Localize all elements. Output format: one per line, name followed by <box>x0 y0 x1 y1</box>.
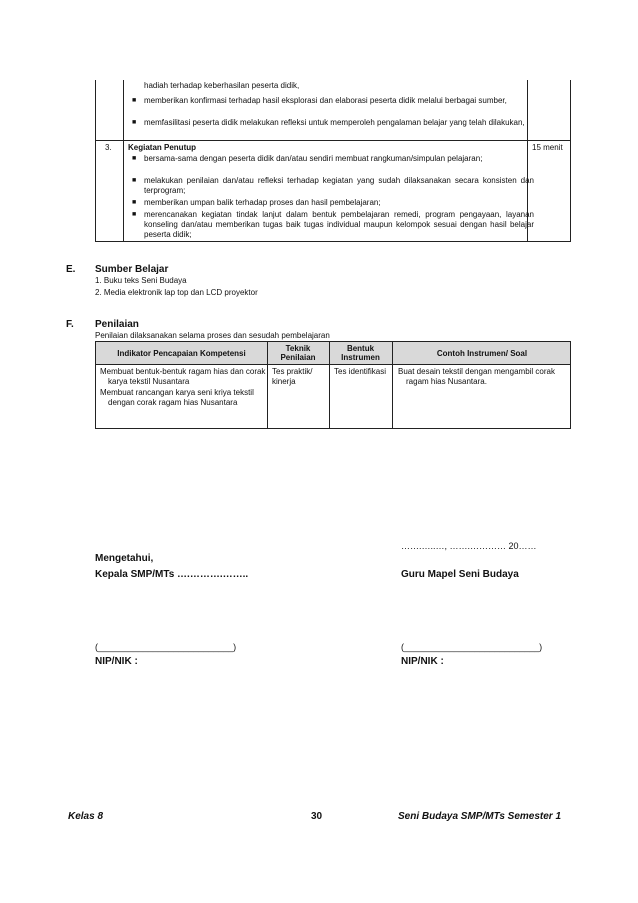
section-title: Penilaian <box>95 319 139 330</box>
date-line: …….…..…, …….………… 20…… <box>401 541 537 551</box>
signature-name-right: (___________________________) <box>401 642 543 652</box>
bullet-icon: ■ <box>132 177 137 184</box>
section-title: Sumber Belajar <box>95 264 169 275</box>
header-contoh: Contoh Instrumen/ Soal <box>436 349 528 358</box>
mengetahui-label: Mengetahui, <box>95 553 154 564</box>
list-item: 2. Media elektronik lap top dan LCD proyektor <box>95 288 258 297</box>
nip-left: NIP/NIK : <box>95 656 138 667</box>
row-time: 15 menit <box>532 143 563 152</box>
row-title: Kegiatan Penutup <box>128 143 197 152</box>
table-cell: Buat desain tekstil dengan mengambil corak ragam hias Nusantara. <box>398 367 555 386</box>
activity-table <box>95 80 571 242</box>
nip-right: NIP/NIK : <box>401 656 444 667</box>
table-row-divider <box>96 140 570 141</box>
guru-label: Guru Mapel Seni Budaya <box>401 569 519 580</box>
list-item: hadiah terhadap keberhasilan peserta didik, <box>144 81 300 90</box>
bullet-icon: ■ <box>132 211 137 218</box>
header-teknik: Teknik Penilaian <box>280 344 316 362</box>
kepala-label: Kepala SMP/MTs ….……….…….. <box>95 569 249 580</box>
list-item: ■ memberikan konfirmasi terhadap hasil eksplorasi dan elaborasi peserta didik melalui berbagai sumber, <box>132 96 507 105</box>
page-number: 30 <box>311 811 323 822</box>
table-cell: Membuat bentuk-bentuk ragam hias dan corak karya tekstil Nusantara <box>100 367 266 386</box>
header-indikator: Indikator Pencapaian Kompetensi <box>117 349 246 358</box>
table-cell: Membuat rancangan karya seni kriya tekstil dengan corak ragam hias Nusantara <box>100 388 254 407</box>
section-intro: Penilaian dilaksanakan selama proses dan sesudah pembelajaran <box>95 331 330 340</box>
section-letter: F. <box>66 319 74 330</box>
list-item: ■ merencanakan kegiatan tindak lanjut dalam bentuk pembelajaran remedi, program pengayaan, layanan konseling dan/atau memberikan tugas baik tugas individual maupun kelompok sesuai dengan hasil belajar peserta didik; <box>132 210 534 239</box>
list-item: ■ bersama-sama dengan peserta didik dan/atau sendiri membuat rangkuman/simpulan pelajaran; <box>132 154 483 163</box>
header-bentuk: Bentuk Instrumen <box>341 344 380 362</box>
list-item: 1. Buku teks Seni Budaya <box>95 276 187 285</box>
table-divider <box>329 342 330 428</box>
footer-class: Kelas 8 <box>68 811 104 822</box>
table-divider <box>123 80 124 241</box>
bullet-icon: ■ <box>132 155 137 162</box>
bullet-icon: ■ <box>132 199 137 206</box>
list-item: ■ melakukan penilaian dan/atau refleksi terhadap kegiatan yang sudah dilaksanakan secara konsisten dan terprogram; <box>132 176 534 195</box>
section-letter: E. <box>66 264 76 275</box>
list-item: ■ memfasilitasi peserta didik melakukan refleksi untuk memperoleh pengalaman belajar yang telah dilakukan, <box>132 118 525 127</box>
list-item: ■ memberikan umpan balik terhadap proses dan hasil pembelajaran; <box>132 198 381 207</box>
bullet-icon: ■ <box>132 97 137 104</box>
table-cell: Tes praktik/ kinerja <box>272 367 313 386</box>
row-number: 3. <box>105 143 112 152</box>
footer-book-title: Seni Budaya SMP/MTs Semester 1 <box>398 811 562 822</box>
assessment-table <box>95 341 571 429</box>
table-cell: Tes identifikasi <box>334 367 387 376</box>
signature-name-left: (___________________________) <box>95 642 237 652</box>
bullet-icon: ■ <box>132 119 137 126</box>
